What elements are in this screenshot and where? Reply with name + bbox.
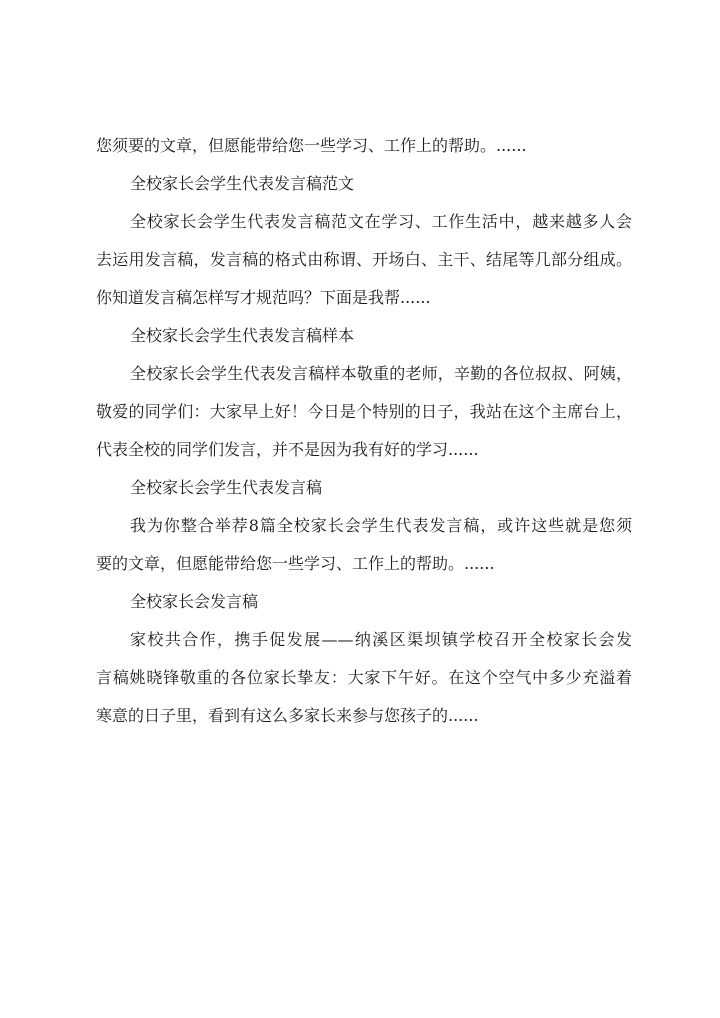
section-heading: 全校家长会学生代表发言稿范文 xyxy=(130,174,355,193)
text-line: 家校共合作，携手促发展——纳溪区渠坝镇学校召开全校家长会发 xyxy=(130,630,632,649)
text-line: 全校家长会学生代表发言稿样本敬重的老师，辛勤的各位叔叔、阿姨， xyxy=(130,364,632,383)
text-line: 你知道发言稿怎样写才规范吗？下面是我帮...... xyxy=(96,288,431,307)
text-line: 全校家长会学生代表发言稿范文在学习、工作生活中，越来越多人会 xyxy=(130,212,632,231)
text-line: 寒意的日子里，看到有这么多家长来参与您孩子的...... xyxy=(96,706,479,725)
text-line: 去运用发言稿，发言稿的格式由称谓、开场白、主干、结尾等几部分组成。 xyxy=(96,250,632,269)
text-line: 您须要的文章，但愿能带给您一些学习、工作上的帮助。...... xyxy=(96,136,527,155)
text-line: 要的文章，但愿能带给您一些学习、工作上的帮助。...... xyxy=(96,554,495,573)
section-heading: 全校家长会学生代表发言稿 xyxy=(130,478,323,497)
text-line: 我为你整合举荐8篇全校家长会学生代表发言稿，或许这些就是您须 xyxy=(130,516,632,535)
text-line: 言稿姚晓锋敬重的各位家长挚友：大家下午好。在这个空气中多少充溢着 xyxy=(96,668,632,687)
section-heading: 全校家长会发言稿 xyxy=(130,592,259,611)
text-line: 敬爱的同学们：大家早上好！今日是个特别的日子，我站在这个主席台上， xyxy=(96,402,632,421)
text-line: 代表全校的同学们发言，并不是因为我有好的学习...... xyxy=(96,440,479,459)
section-heading: 全校家长会学生代表发言稿样本 xyxy=(130,326,355,345)
